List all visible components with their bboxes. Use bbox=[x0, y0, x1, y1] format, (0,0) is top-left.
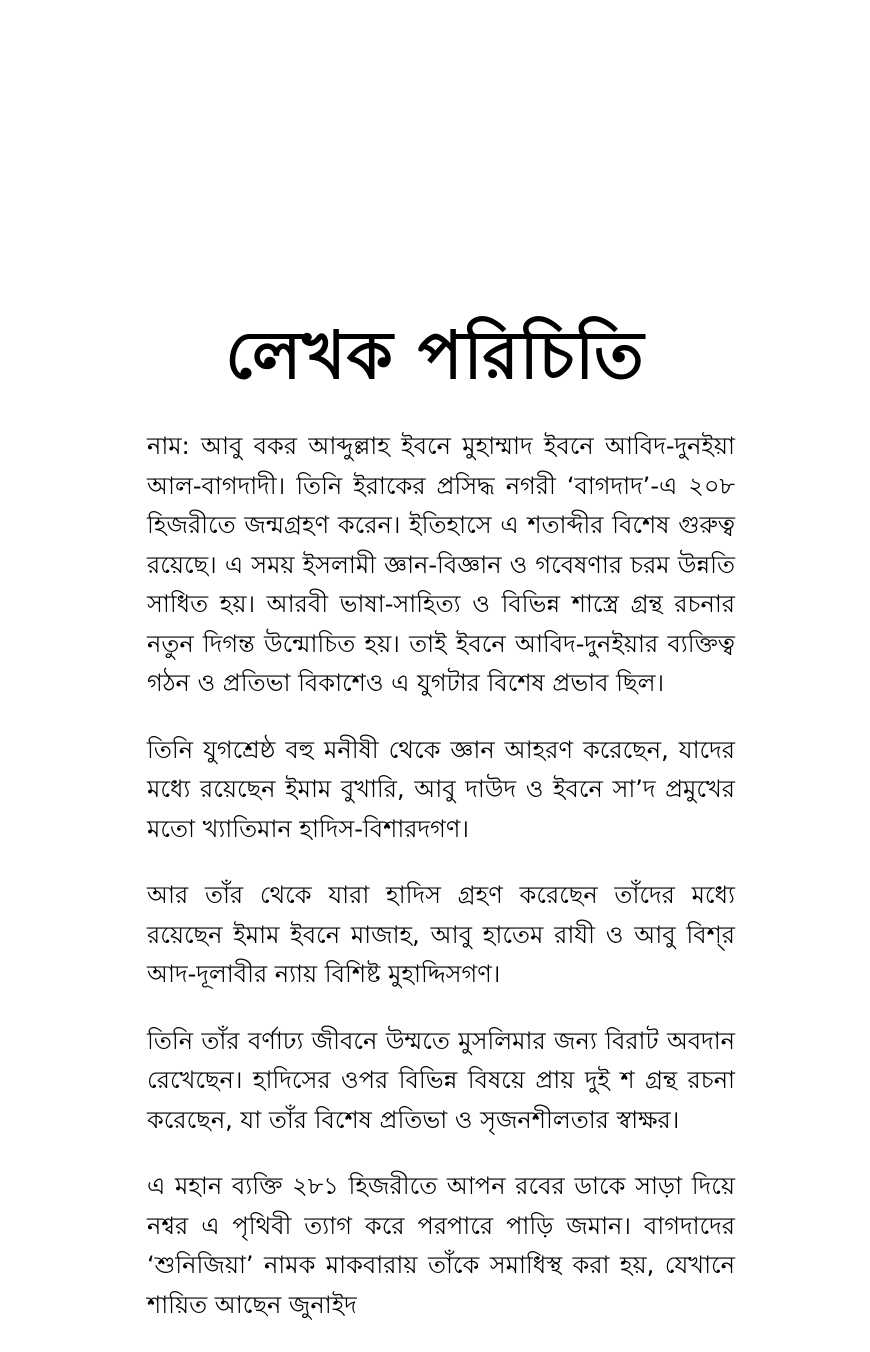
paragraph-students: আর তাঁর থেকে যারা হাদিস গ্রহণ করেছেন তাঁদের মধ্যে রয়েছেন ইমাম ইবনে মাজাহ, আবু হাতেম রাযী ও আবু বিশ্‌র আদ-দূলাবীর ন্যায় বিশিষ্ট মুহাদ্দিসগণ। bbox=[147, 881, 735, 988]
body-text bbox=[147, 427, 735, 1352]
paragraph-contributions: তিনি তাঁর বর্ণাঢ্য জীবনে উম্মতে মুসলিমার জন্য বিরাট অবদান রেখেছেন। হাদিসের ওপর বিভিন্ন বিষয়ে প্রায় দুই শ গ্রন্থ রচনা করেছেন, যা তাঁর বিশেষ প্রতিভা ও সৃজনশীলতার স্বাক্ষর। bbox=[147, 1026, 735, 1134]
page-title: লেখক পরিচিতি bbox=[225, 316, 645, 394]
paragraph-teachers: তিনি যুগশ্রেষ্ঠ বহু মনীষী থেকে জ্ঞান আহরণ করেছেন, যাদের মধ্যে রয়েছেন ইমাম বুখারি, আবু দাউদ ও ইবনে সা’দ প্রমুখের মতো খ্যাতিমান হাদিস-বিশারদগণ। bbox=[147, 735, 735, 843]
paragraph-death: এ মহান ব্যক্তি ২৮১ হিজরীতে আপন রবের ডাকে সাড়া দিয়ে নশ্বর এ পৃথিবী ত্যাগ করে পরপারে পাড়ি জমান। বাগদাদের ‘শুনিজিয়া’ নামক মাকবারায় তাঁকে সমাধিস্থ করা হয়, যেখানে শায়িত আছেন জুনাইদ bbox=[147, 1172, 735, 1319]
paragraph-name-origin: নাম: আবু বকর আব্দুল্লাহ ইবনে মুহাম্মাদ ইবনে আবিদ-দুনইয়া আল-বাগদাদী। তিনি ইরাকের প্রসিদ্ধ নগরী ‘বাগদাদ’-এ ২০৮ হিজরীতে জন্মগ্রহণ করেন। ইতিহাসে এ শতাব্দীর বিশেষ গুরুত্ব রয়েছে। এ সময় ইসলামী জ্ঞান-বিজ্ঞান ও গবেষণার চরম উন্নতি সাধিত হয়। আরবী ভাষা-সাহিত্য ও বিভিন্ন শাস্ত্রে গ্রন্থ রচনার নতুন দিগন্ত উন্মোচিত হয়। তাই ইবনে আবিদ-দুনইয়ার ব্যক্তিত্ব গঠন ও প্রতিভা বিকাশেও এ যুগটার বিশেষ প্রভাব ছিল। bbox=[147, 432, 735, 697]
